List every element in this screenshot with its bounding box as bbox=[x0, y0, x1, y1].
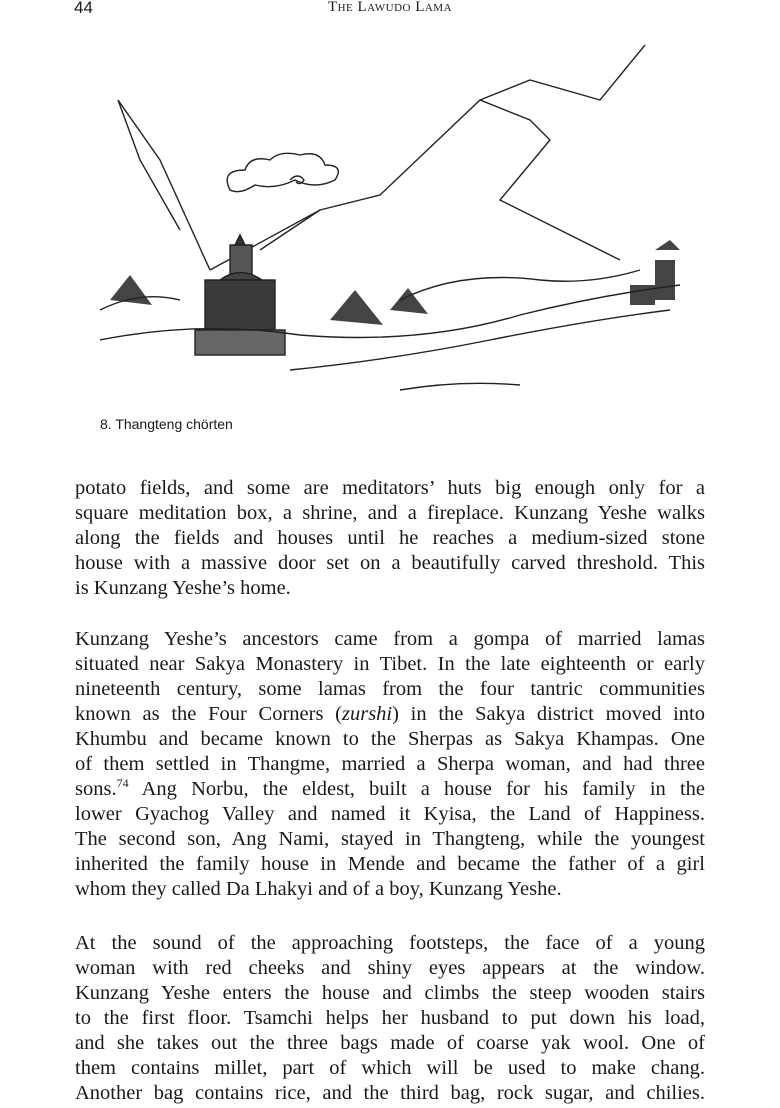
text-line: At the sound of the approaching footsteps, the face of a young bbox=[75, 932, 705, 954]
text-line: situated near Sakya Monastery in Tibet. In the late eighteenth or early bbox=[75, 653, 705, 675]
paragraph-2 bbox=[75, 627, 705, 902]
text-line: house with a massive door set on a beautifully carved threshold. This bbox=[75, 552, 705, 574]
text-line: known as the Four Corners (zurshi) in the Sakya district moved into bbox=[75, 703, 705, 725]
cloud-icon bbox=[227, 153, 338, 191]
text-line: Kunzang Yeshe enters the house and climbs the steep wooden stairs bbox=[75, 982, 705, 1004]
text-line: of them settled in Thangme, married a Sherpa woman, and had three bbox=[75, 753, 705, 775]
text-line: The second son, Ang Nami, stayed in Thangteng, while the youngest bbox=[75, 828, 705, 850]
illustration-thangteng-chorten bbox=[100, 40, 680, 400]
text-line: Khumbu and became known to the Sherpas as Sakya Khampas. One bbox=[75, 728, 705, 750]
text-line: lower Gyachog Valley and named it Kyisa, the Land of Happiness. bbox=[75, 803, 705, 825]
paragraph-3 bbox=[75, 931, 705, 1106]
text-line: Another bag contains rice, and the third bag, rock sugar, and chilies. bbox=[75, 1082, 705, 1104]
text-line: Kunzang Yeshe’s ancestors came from a gompa of married lamas bbox=[75, 628, 705, 650]
text-line: inherited the family house in Mende and became the father of a girl bbox=[75, 853, 705, 875]
text-line: them contains millet, part of which will be used to make chang. bbox=[75, 1057, 705, 1079]
page-number: 44 bbox=[74, 0, 93, 17]
running-title: The Lawudo Lama bbox=[327, 0, 453, 15]
paragraph-1 bbox=[75, 476, 705, 601]
text-line: along the fields and houses until he reaches a medium-sized stone bbox=[75, 527, 705, 549]
text-line: to the first floor. Tsamchi helps her husband to put down his load, bbox=[75, 1007, 705, 1029]
text-line: and she takes out the three bags made of coarse yak wool. One of bbox=[75, 1032, 705, 1054]
text-line: sons.$^{74}$ Ang Norbu, the eldest, built a house for his family in the bbox=[75, 776, 705, 800]
text-line: nineteenth century, some lamas from the four tantric communities bbox=[75, 678, 705, 700]
text-line: is Kunzang Yeshe’s home. bbox=[75, 577, 291, 599]
chorten-icon bbox=[195, 235, 285, 355]
text-line: square meditation box, a shrine, and a fireplace. Kunzang Yeshe walks bbox=[75, 502, 705, 524]
text-line: potato fields, and some are meditators’ huts big enough only for a bbox=[75, 477, 705, 499]
text-line: whom they called Da Lhakyi and of a boy, Kunzang Yeshe. bbox=[75, 878, 562, 900]
figure-caption: 8. Thangteng chörten bbox=[100, 416, 233, 432]
text-line: woman with red cheeks and shiny eyes appears at the window. bbox=[75, 957, 705, 979]
